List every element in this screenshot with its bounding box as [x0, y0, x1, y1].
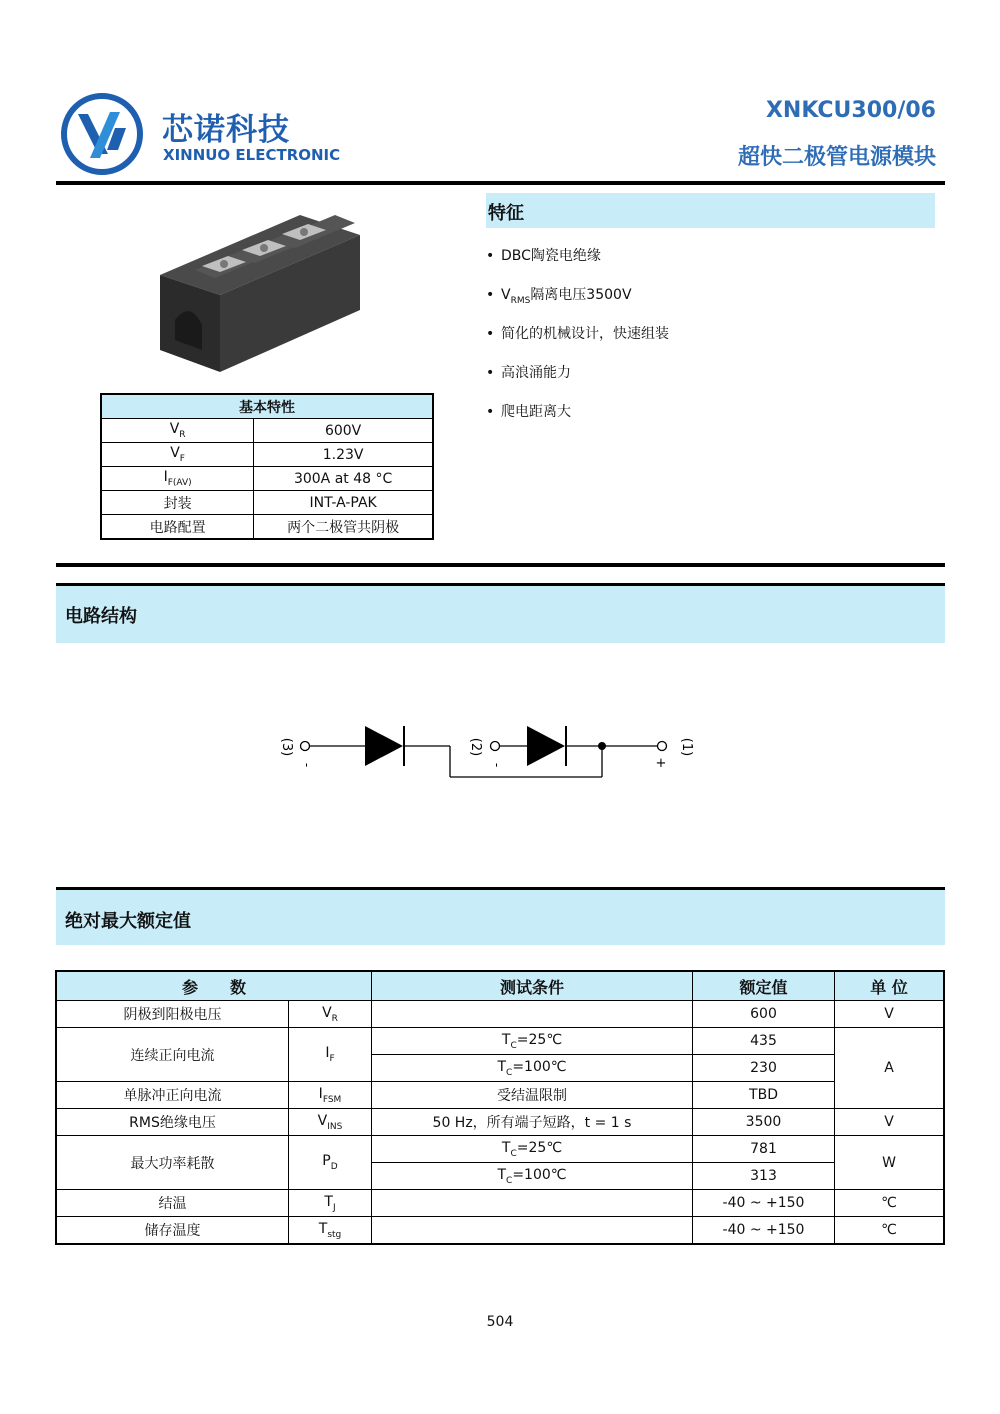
list-item	[486, 245, 669, 284]
unit: W	[835, 1136, 945, 1190]
basic-value: 两个二极管共阴极	[254, 515, 433, 540]
model-number: XNKCU300/06	[765, 98, 936, 123]
col-header-condition: 测试条件	[372, 971, 693, 1001]
param-symbol-sub: stg	[327, 1229, 342, 1240]
table-row	[56, 1109, 944, 1136]
unit: V	[835, 1109, 945, 1136]
basic-symbol: I	[163, 469, 168, 486]
rated-value: 600	[693, 1001, 835, 1028]
module-photo	[150, 200, 370, 380]
param-symbol-sub: D	[330, 1161, 338, 1172]
cond-value: =25℃	[516, 1031, 563, 1048]
test-condition	[372, 1217, 693, 1245]
terminal-1-node	[658, 742, 667, 751]
features-header	[486, 193, 935, 228]
test-condition	[372, 1028, 693, 1055]
param-name: 结温	[56, 1190, 289, 1217]
feature-text: 简化的机械设计，快速组装	[501, 326, 669, 342]
cond-sub: C	[506, 1175, 513, 1186]
section-divider	[56, 563, 945, 567]
test-condition	[372, 1055, 693, 1082]
basic-value: 600V	[254, 419, 433, 443]
cond-symbol: T	[497, 1166, 507, 1183]
basic-value: INT-A-PAK	[254, 491, 433, 515]
param-symbol: V	[322, 1004, 332, 1021]
param-symbol-sub: INS	[327, 1121, 343, 1132]
rated-value: 781	[693, 1136, 835, 1163]
rated-value: -40 ~ +150	[693, 1217, 835, 1245]
table-row	[56, 1001, 944, 1028]
basic-label: 封装	[101, 491, 254, 515]
table-row	[56, 1190, 944, 1217]
cond-symbol: T	[501, 1031, 511, 1048]
feature-text: 爬电距离大	[501, 404, 571, 420]
cond-sub: C	[506, 1067, 513, 1078]
test-condition	[372, 1163, 693, 1190]
cond-sub: C	[510, 1040, 517, 1051]
product-title: 超快二极管电源模块	[737, 145, 936, 170]
basic-characteristics-table	[100, 393, 434, 540]
test-condition	[372, 1190, 693, 1217]
diode-2	[527, 726, 565, 766]
terminal-1-polarity: +	[655, 756, 667, 771]
company-logo	[60, 92, 144, 176]
rated-value: 230	[693, 1055, 835, 1082]
param-symbol: I	[325, 1045, 330, 1062]
table-row	[101, 467, 433, 491]
test-condition: 50 Hz，所有端子短路，t = 1 s	[372, 1109, 693, 1136]
param-name: RMS绝缘电压	[56, 1109, 289, 1136]
feature-text: V	[501, 287, 511, 303]
cond-sub: C	[510, 1148, 517, 1159]
brand-name-en: XINNUO ELECTRONIC	[163, 146, 341, 164]
terminal-3-node	[301, 742, 310, 751]
diode-1	[365, 726, 403, 766]
cond-symbol: T	[501, 1139, 511, 1156]
col-header-param: 参 数	[56, 971, 372, 1001]
list-item	[486, 362, 669, 401]
list-item	[486, 401, 669, 440]
basic-table-title: 基本特性	[101, 394, 433, 419]
unit: ℃	[835, 1217, 945, 1245]
feature-text: DBC陶瓷电绝缘	[501, 248, 601, 264]
basic-symbol: V	[169, 421, 180, 438]
junction-dot	[598, 742, 606, 750]
test-condition	[372, 1001, 693, 1028]
unit: A	[835, 1028, 945, 1109]
rated-value: -40 ~ +150	[693, 1190, 835, 1217]
param-symbol: I	[318, 1085, 323, 1102]
rated-value: TBD	[693, 1082, 835, 1109]
param-symbol: T	[318, 1220, 328, 1237]
unit: V	[835, 1001, 945, 1028]
basic-symbol: V	[170, 445, 180, 462]
basic-symbol-sub: F	[179, 453, 185, 464]
table-row	[56, 1217, 944, 1245]
circuit-diagram	[265, 725, 705, 787]
rated-value: 313	[693, 1163, 835, 1190]
param-symbol-sub: FSM	[322, 1094, 342, 1105]
table-row	[101, 443, 433, 467]
terminal-3-polarity: -	[300, 762, 314, 768]
ratings-header	[56, 890, 945, 945]
test-condition	[372, 1136, 693, 1163]
terminal-2-node	[491, 742, 500, 751]
circuit-header	[56, 586, 945, 643]
col-header-unit: 单 位	[835, 971, 945, 1001]
cond-value: =25℃	[516, 1139, 563, 1156]
header-divider	[56, 181, 945, 185]
absolute-max-ratings-table	[55, 970, 945, 1245]
feature-sub: RMS	[510, 295, 531, 306]
basic-symbol-sub: R	[179, 429, 186, 440]
rated-value: 3500	[693, 1109, 835, 1136]
cond-symbol: T	[497, 1058, 507, 1075]
basic-label: 电路配置	[101, 515, 254, 540]
param-symbol: V	[317, 1112, 328, 1129]
param-name: 连续正向电流	[56, 1028, 289, 1082]
table-row	[56, 1028, 944, 1055]
basic-value: 300A at 48 °C	[254, 467, 433, 491]
brand-name-cn: 芯诺科技	[162, 112, 290, 148]
list-item	[486, 284, 669, 323]
table-row	[101, 515, 433, 540]
param-symbol-sub: R	[331, 1013, 338, 1024]
terminal-1-label: (1)	[679, 737, 694, 757]
terminal-2-polarity: -	[490, 762, 504, 768]
circuit-title: 电路结构	[65, 606, 137, 627]
basic-value: 1.23V	[254, 443, 433, 467]
terminal-2-label: (2)	[468, 737, 483, 757]
basic-symbol-sub: F(AV)	[167, 477, 192, 488]
param-symbol: T	[324, 1193, 333, 1210]
param-name: 储存温度	[56, 1217, 289, 1245]
param-symbol-sub: F	[329, 1053, 335, 1064]
page-number: 504	[486, 1314, 514, 1330]
param-name: 阴极到阳极电压	[56, 1001, 289, 1028]
param-name: 单脉冲正向电流	[56, 1082, 289, 1109]
param-name: 最大功率耗散	[56, 1136, 289, 1190]
cond-value: =100℃	[512, 1058, 567, 1075]
table-row	[101, 419, 433, 443]
cond-value: =100℃	[512, 1166, 567, 1183]
table-row	[56, 1136, 944, 1163]
rated-value: 435	[693, 1028, 835, 1055]
param-symbol-sub: J	[332, 1202, 336, 1213]
param-symbol: P	[322, 1153, 331, 1170]
features-list	[486, 245, 669, 440]
feature-text: 高浪涌能力	[501, 365, 571, 381]
col-header-value: 额定值	[693, 971, 835, 1001]
table-row	[56, 1082, 944, 1109]
terminal-3-label: (3)	[279, 737, 294, 757]
unit: ℃	[835, 1190, 945, 1217]
list-item	[486, 323, 669, 362]
table-row	[101, 491, 433, 515]
ratings-title: 绝对最大额定值	[65, 911, 191, 932]
features-title: 特征	[488, 203, 524, 224]
test-condition: 受结温限制	[372, 1082, 693, 1109]
feature-text-post: 隔离电压3500V	[530, 287, 632, 303]
